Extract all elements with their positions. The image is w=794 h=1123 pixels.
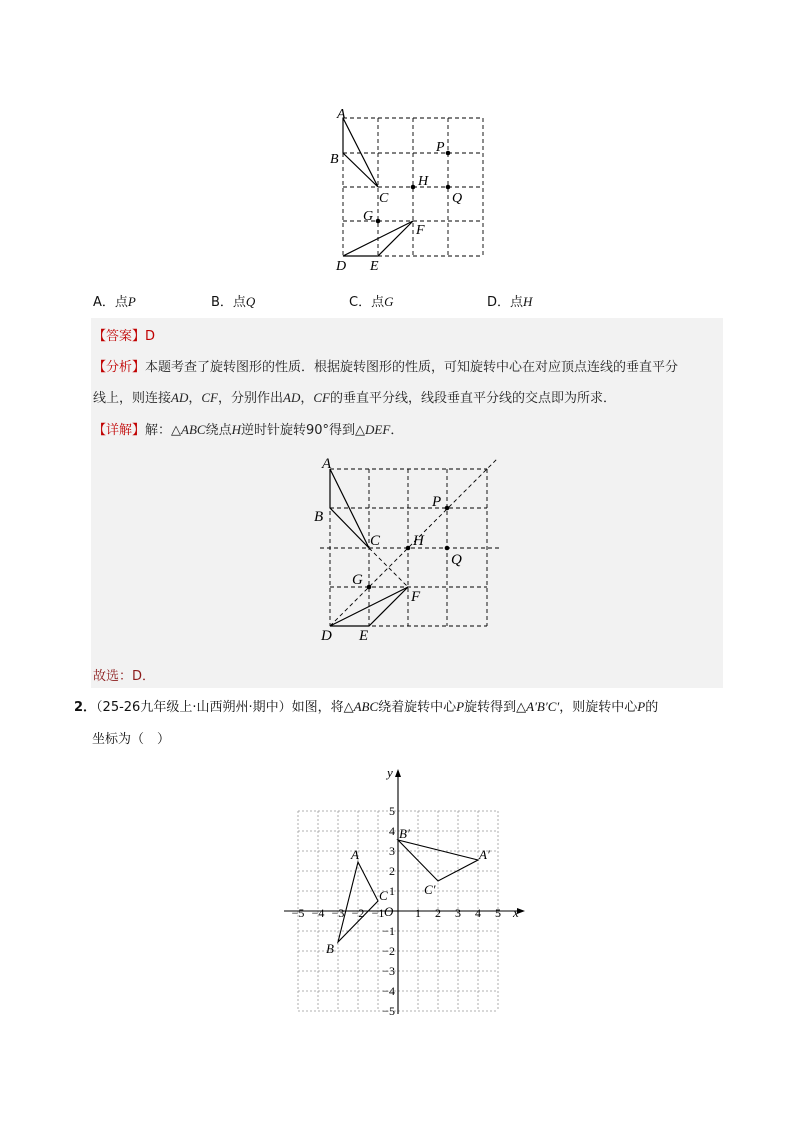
analysis-line-1: 【分析】本题考查了旋转图形的性质．根据旋转图形的性质，可知旋转中心在对应顶点连线的垂直平分 [93, 360, 679, 375]
answer-options [93, 291, 733, 311]
svg-text:D: D [321, 628, 332, 644]
point-label-a-prime: A′ [479, 847, 490, 862]
y-tick-label: −3 [382, 964, 395, 978]
label-d: D [336, 259, 347, 274]
answer-tag: 【答案】 [93, 329, 146, 344]
svg-text:P: P [432, 494, 442, 510]
solution-panel [91, 318, 723, 688]
option-d[interactable]: D．点H [487, 294, 533, 310]
point-label-a: A [351, 847, 359, 862]
y-tick-label: 3 [389, 844, 395, 858]
label-e: E [370, 259, 379, 274]
y-axis-arrow [395, 769, 401, 777]
y-tick-label: 4 [389, 824, 395, 838]
x-tick-label: −4 [311, 906, 325, 920]
label-p: P [436, 140, 445, 155]
axis-label-y: y [387, 765, 393, 780]
y-tick-label: 5 [389, 804, 395, 818]
point-p [446, 151, 451, 156]
label-h: H [418, 174, 429, 189]
analysis-tag: 【分析】 [93, 360, 146, 375]
triangle-abc [343, 118, 378, 187]
answer-line [93, 325, 155, 344]
coordinate-plane-figure [280, 760, 530, 1022]
x-tick-label: −5 [291, 906, 305, 920]
point-q [446, 185, 451, 190]
x-tick-label: 5 [495, 906, 501, 920]
option-a[interactable]: A．点P [93, 294, 136, 310]
x-tick-label: 4 [475, 906, 481, 920]
svg-text:F: F [411, 589, 421, 605]
label-b: B [330, 152, 339, 167]
question-2-line-2: 坐标为（ ） [92, 732, 171, 747]
label-q: Q [452, 191, 463, 206]
y-tick-label: −2 [382, 944, 395, 958]
question-2-line-1: 2．（25-26九年级上·山西朔州·期中）如图，将△ABC绕着旋转中心P旋转得到△A′B′C′，则旋转中心P的 [74, 699, 659, 715]
point-h [411, 185, 416, 190]
label-a: A [337, 107, 346, 122]
x-tick-label: 3 [455, 906, 461, 920]
x-tick-label: −3 [331, 906, 345, 920]
origin-label: O [384, 904, 394, 919]
question-number: 2． [74, 700, 97, 715]
label-c: C [379, 191, 389, 206]
x-tick-label: 2 [435, 906, 441, 920]
option-c[interactable]: C．点G [349, 294, 394, 310]
figure-rotation-grid-2 [316, 455, 601, 650]
y-tick-label: −5 [382, 1004, 395, 1018]
point-label-c: C [379, 888, 388, 903]
answer-value: D [145, 329, 156, 344]
triangle-abc-grid [338, 862, 378, 942]
label-f: F [416, 223, 425, 238]
svg-text:C: C [370, 533, 381, 549]
svg-text:G: G [352, 572, 363, 588]
analysis-line-2: 线上，则连接AD，CF，分别作出AD，CF的垂直平分线，线段垂直平分线的交点即为所求． [93, 390, 617, 406]
y-tick-label: 2 [389, 864, 395, 878]
figure-rotation-grid-1 [325, 100, 505, 275]
conclusion-line: 故选：D． [93, 669, 156, 684]
detail-tag: 【详解】 [93, 423, 146, 438]
x-tick-label: −2 [351, 906, 365, 920]
point-label-b: B [326, 941, 334, 956]
svg-text:A: A [322, 456, 332, 472]
axis-label-x: x [513, 905, 519, 920]
svg-text:Q: Q [451, 552, 462, 568]
point-label-c-prime: C′ [424, 882, 436, 897]
x-tick-label: 1 [415, 906, 421, 920]
y-tick-label: 1 [389, 884, 395, 898]
y-tick-label: −1 [382, 924, 395, 938]
y-tick-label: −4 [382, 984, 395, 998]
svg-text:E: E [359, 628, 369, 644]
svg-text:B: B [314, 509, 324, 525]
label-g: G [363, 209, 374, 224]
option-b[interactable]: B．点Q [211, 294, 256, 310]
point-label-b-prime: B′ [399, 826, 410, 841]
svg-text:H: H [413, 533, 424, 549]
x-tick-label: −1 [371, 906, 385, 920]
point-g [376, 219, 381, 224]
detail-line: 【详解】解：△ABC绕点H逆时针旋转90°得到△DEF． [93, 422, 404, 438]
